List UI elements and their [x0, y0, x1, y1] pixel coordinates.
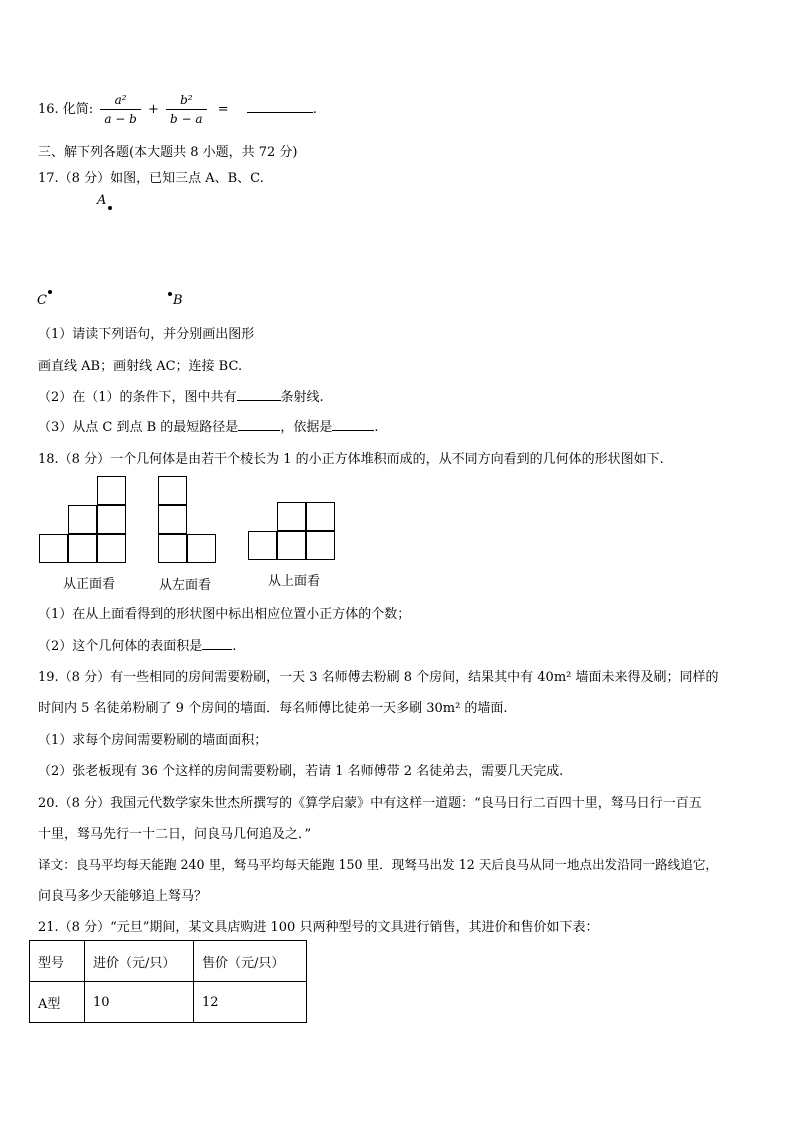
q20-line-1: 20.（8 分）我国元代数学家朱世杰所撰写的《算学启蒙》中有这样一道题：“良马日行二百四十里，驽马日行一百五 [38, 796, 702, 811]
q16-prefix: 16. 化简: [38, 102, 94, 117]
table-cell: 10 [85, 982, 194, 1023]
q17-part1: （1）请读下列语句，并分别画出图形 [38, 327, 255, 342]
q17-part2 [38, 386, 324, 405]
q18-part1: （1）在从上面看得到的形状图中标出相应位置小正方体的个数； [38, 607, 411, 622]
q19-part2: （2）张老板现有 36 个这样的房间需要粉刷，若请 1 名师傅带 2 名徒弟去，需要几天完成. [38, 764, 564, 779]
q16-equals: = [217, 102, 229, 117]
front-view-cell [68, 534, 97, 563]
q16-plus: + [148, 102, 159, 117]
q17-part3-mid: ，依据是 [280, 420, 333, 435]
left-view-cell [158, 505, 187, 534]
point-B-label: B [173, 293, 183, 308]
front-view-cell [97, 476, 126, 505]
q16-suffix: . [312, 102, 317, 117]
table-header-row [30, 941, 307, 982]
point-C-dot [48, 290, 52, 294]
table-header-cell: 型号 [30, 941, 85, 982]
front-view-cell [97, 534, 126, 563]
section-heading: 三、解下列各题(本大题共 8 小题，共 72 分) [38, 145, 298, 160]
q18-part2-text: （2）这个几何体的表面积是 [38, 639, 203, 654]
q18-part2 [38, 635, 236, 654]
q18-stem: 18.（8 分）一个几何体是由若干个棱长为 1 的小正方体堆积而成的，从不同方向看到的几何体的形状图如下. [38, 452, 664, 467]
top-view-caption: 从上面看 [268, 574, 321, 589]
front-view-caption: 从正面看 [63, 577, 116, 592]
q17-stem: 17.（8 分）如图，已知三点 A、B、C. [38, 171, 264, 186]
table-cell: A型 [30, 982, 85, 1023]
price-table [29, 940, 307, 1023]
q19-line-1: 19.（8 分）有一些相同的房间需要粉刷，一天 3 名师傅去粉刷 8 个房间，结果其中有 40m² 墙面未来得及刷；同样的 [38, 670, 719, 685]
q16-frac1-numerator: a² [114, 93, 127, 107]
q17-part3-text: （3）从点 C 到点 B 的最短路径是 [38, 420, 239, 435]
q17-part2-blank[interactable] [237, 400, 281, 401]
q16-answer-blank[interactable] [247, 112, 313, 113]
left-view-cell [187, 534, 216, 563]
q16-line [38, 88, 317, 132]
left-view-cell [158, 534, 187, 563]
q16-fraction-2 [166, 91, 207, 128]
top-view-cell [306, 502, 335, 531]
q17-part1-instructions: 画直线 AB；画射线 AC；连接 BC. [38, 359, 243, 374]
top-view-cell [248, 531, 277, 560]
q16-frac2-numerator: b² [180, 93, 193, 107]
table-row [30, 982, 307, 1023]
q17-part3-blank-2[interactable] [332, 430, 374, 431]
point-A-label: A [97, 193, 107, 208]
front-view-cell [68, 505, 97, 534]
q20-translation-line-2: 问良马多少天能够追上驽马？ [38, 889, 208, 904]
q16-frac2-denominator: b − a [170, 112, 203, 126]
q19-line-2: 时间内 5 名徒弟粉刷了 9 个房间的墙面．每名师傅比徒弟一天多刷 30m² 的墙面. [38, 701, 508, 716]
q17-part2-text: （2）在（1）的条件下，图中共有 [38, 390, 237, 405]
q20-translation-line-1: 译文：良马平均每天能跑 240 里，驽马平均每天能跑 150 里．现驽马出发 12 天后良马从同一地点出发沿同一路线追它， [38, 857, 719, 872]
point-B-dot [168, 292, 172, 296]
q21-stem: 21.（8 分）“元旦”期间，某文具店购进 100 只两种型号的文具进行销售，其进价和售价如下表： [38, 920, 599, 935]
left-view-cell [158, 476, 187, 505]
q17-part3 [38, 416, 378, 435]
top-view-cell [277, 502, 306, 531]
top-view-cell [277, 531, 306, 560]
q19-part1: （1）求每个房间需要粉刷的墙面面积； [38, 733, 268, 748]
top-view-cell [306, 531, 335, 560]
front-view-cell [39, 534, 68, 563]
table-header-cell: 进价（元/只） [85, 941, 194, 982]
q17-part3-blank-1[interactable] [238, 430, 280, 431]
left-view-caption: 从左面看 [159, 578, 212, 593]
q17-part3-tail: . [374, 420, 379, 435]
front-view-cell [97, 505, 126, 534]
point-A-dot [108, 206, 112, 210]
table-cell: 12 [194, 982, 307, 1023]
point-C-label: C [37, 293, 47, 308]
q16-fraction-1 [100, 91, 141, 128]
q17-part2-tail: 条射线. [280, 390, 324, 405]
q18-part2-tail: . [232, 639, 237, 654]
table-header-cell: 售价（元/只） [194, 941, 307, 982]
q16-frac1-denominator: a − b [104, 112, 137, 126]
q20-line-2: 十里，驽马先行一十二日，问良马几何追及之．” [38, 827, 312, 842]
q18-part2-blank[interactable] [202, 649, 232, 650]
